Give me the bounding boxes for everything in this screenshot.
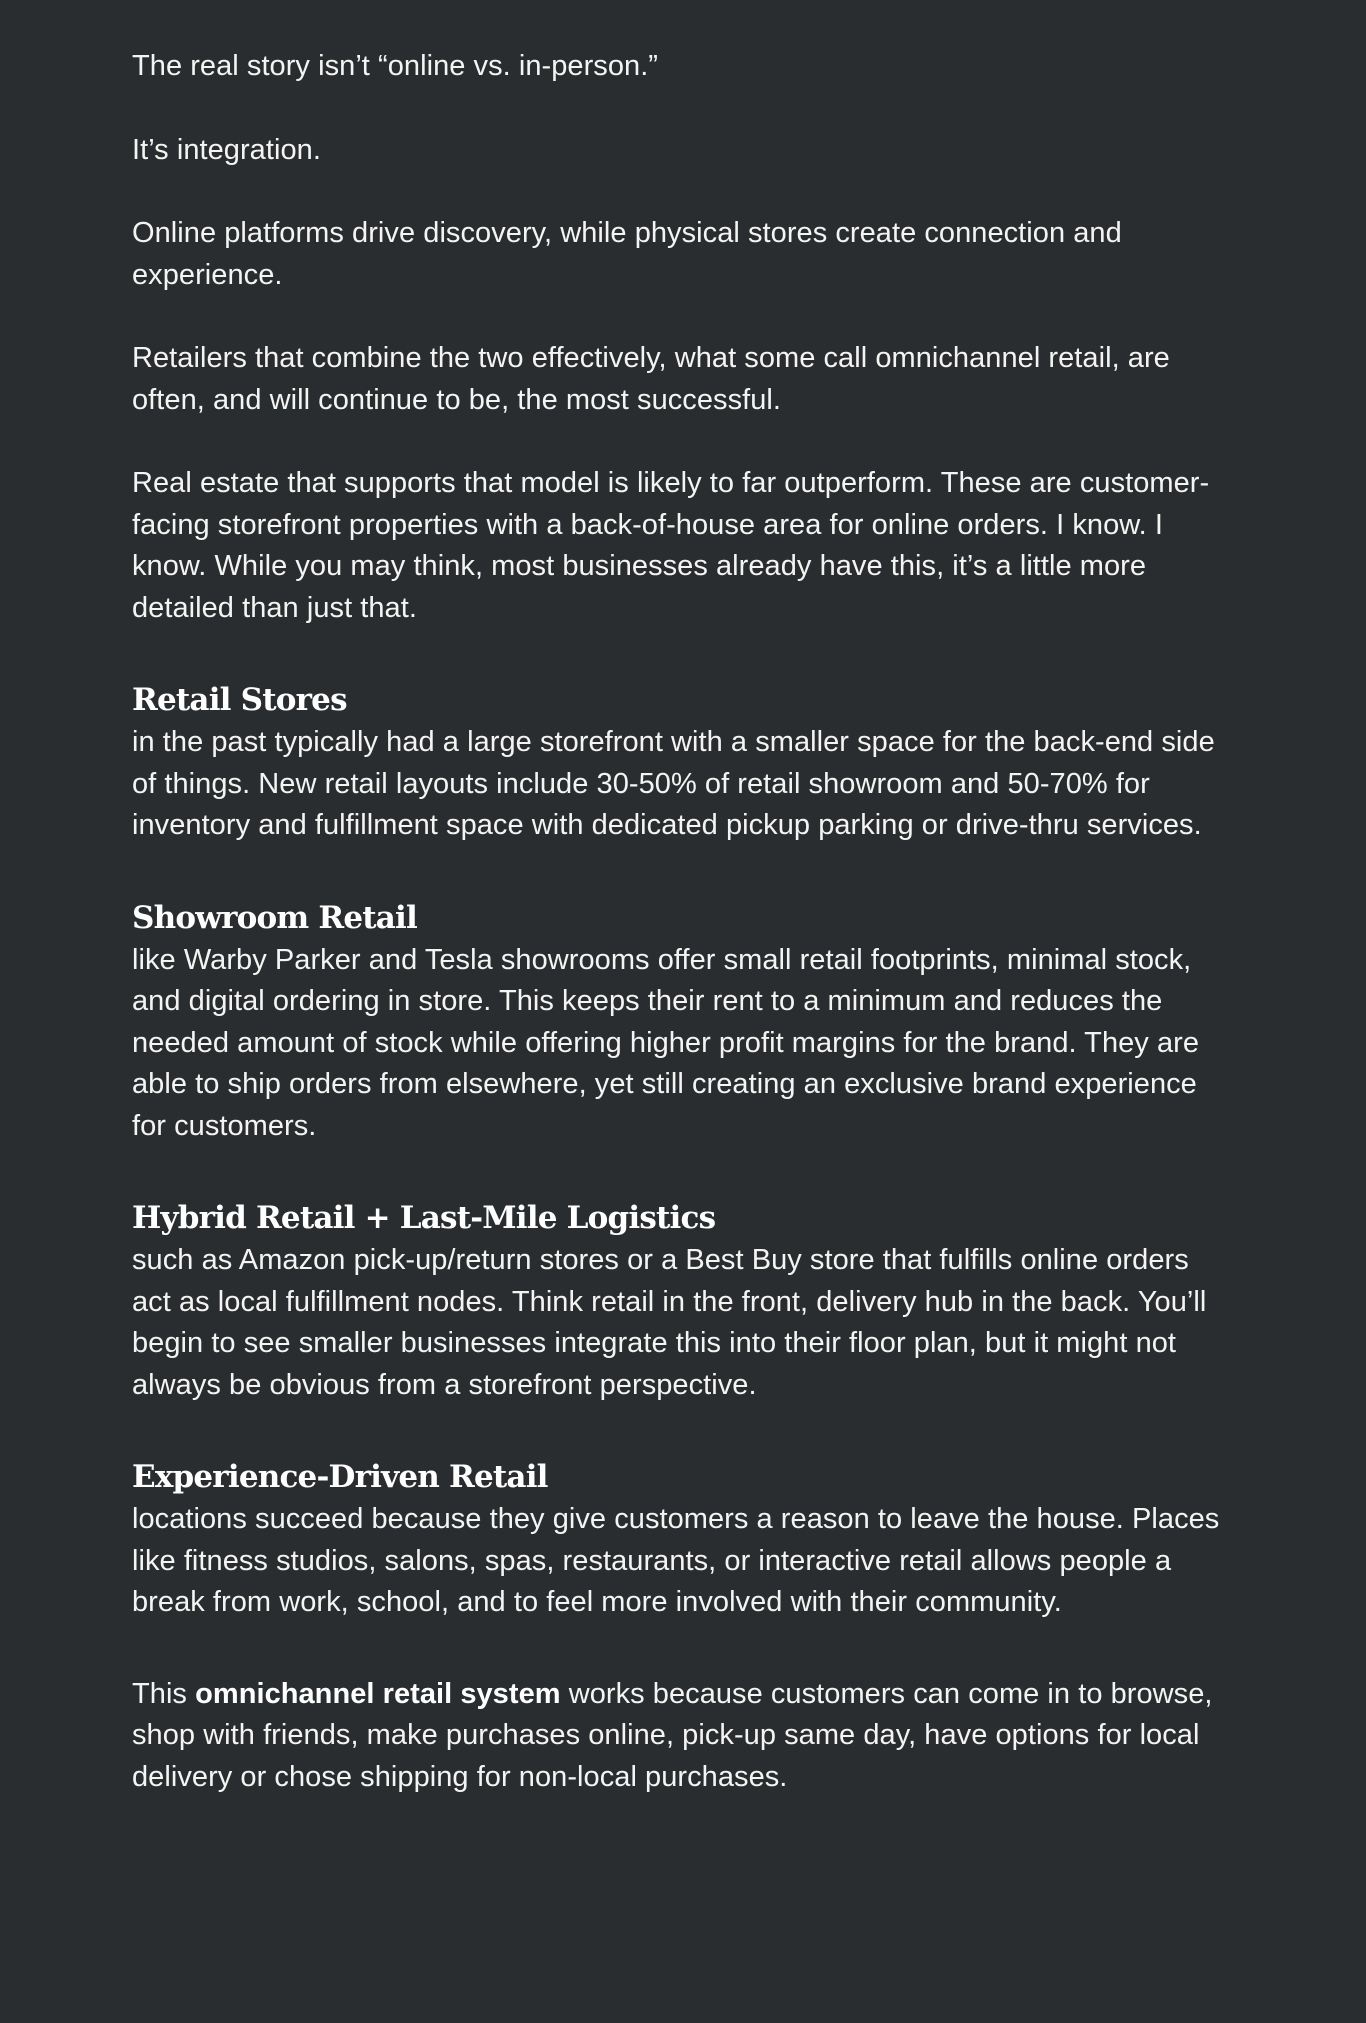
intro-paragraph-4: Retailers that combine the two effectively, what some call omnichannel retail, are often, and will continue to be, the most successful. (132, 342, 1170, 416)
intro-paragraph-5: Real estate that supports that model is likely to far outperform. These are customer-facing storefront properties with a back-of-house area for online orders. I know. I know. While you may think, most businesses already have this, it’s a little more detailed than just that. (132, 467, 1210, 624)
article-body (132, 46, 1222, 1798)
intro-paragraph-3: Online platforms drive discovery, while physical stores create connection and experience. (132, 217, 1122, 291)
section-experience-driven-retail (132, 1456, 1222, 1624)
closing-prefix: This (132, 1677, 196, 1710)
closing-paragraph (132, 1674, 1222, 1799)
section-body: in the past typically had a large storefront with a smaller space for the back-end side of things. New retail layouts include 30-50% of retail showroom and 50-70% for inventory and fulfillment space with dedicated pickup parking or drive-thru services. (132, 726, 1215, 841)
section-heading: Retail Stores (132, 682, 347, 718)
section-heading: Hybrid Retail + Last-Mile Logistics (132, 1200, 716, 1236)
section-heading: Showroom Retail (132, 899, 418, 936)
section-heading: Experience-Driven Retail (132, 1459, 548, 1495)
closing-suffix: works because customers can come in to browse, shop with friends, make purchases online, pick-up same day, have options for local delivery or chose shipping for non-local purchases. (132, 1677, 1213, 1793)
section-body: like Warby Parker and Tesla showrooms offer small retail footprints, minimal stock, and digital ordering in store. This keeps their rent to a minimum and reduces the needed amount of stock while offering higher profit margins for the brand. They are able to ship orders from elsewhere, yet still creating an exclusive brand experience for customers. (132, 943, 1200, 1142)
intro-paragraph-2: It’s integration. (132, 133, 321, 166)
closing-emphasis: omnichannel retail system (195, 1677, 561, 1710)
section-showroom-retail (132, 897, 1222, 1148)
section-hybrid-retail (132, 1197, 1222, 1406)
section-body: such as Amazon pick-up/return stores or a Best Buy store that fulfills online orders act as local fulfillment nodes. Think retail in the front, delivery hub in the back. You’ll begin to see smaller businesses integrate this into their floor plan, but it might not always be obvious from a storefront perspective. (132, 1244, 1207, 1401)
section-retail-stores (132, 679, 1222, 847)
intro-paragraph-1: The real story isn’t “online vs. in-person.” (132, 50, 659, 82)
section-body: locations succeed because they give customers a reason to leave the house. Places like fitness studios, salons, spas, restaurants, or interactive retail allows people a break from work, school, and to feel more involved with their community. (132, 1503, 1220, 1618)
